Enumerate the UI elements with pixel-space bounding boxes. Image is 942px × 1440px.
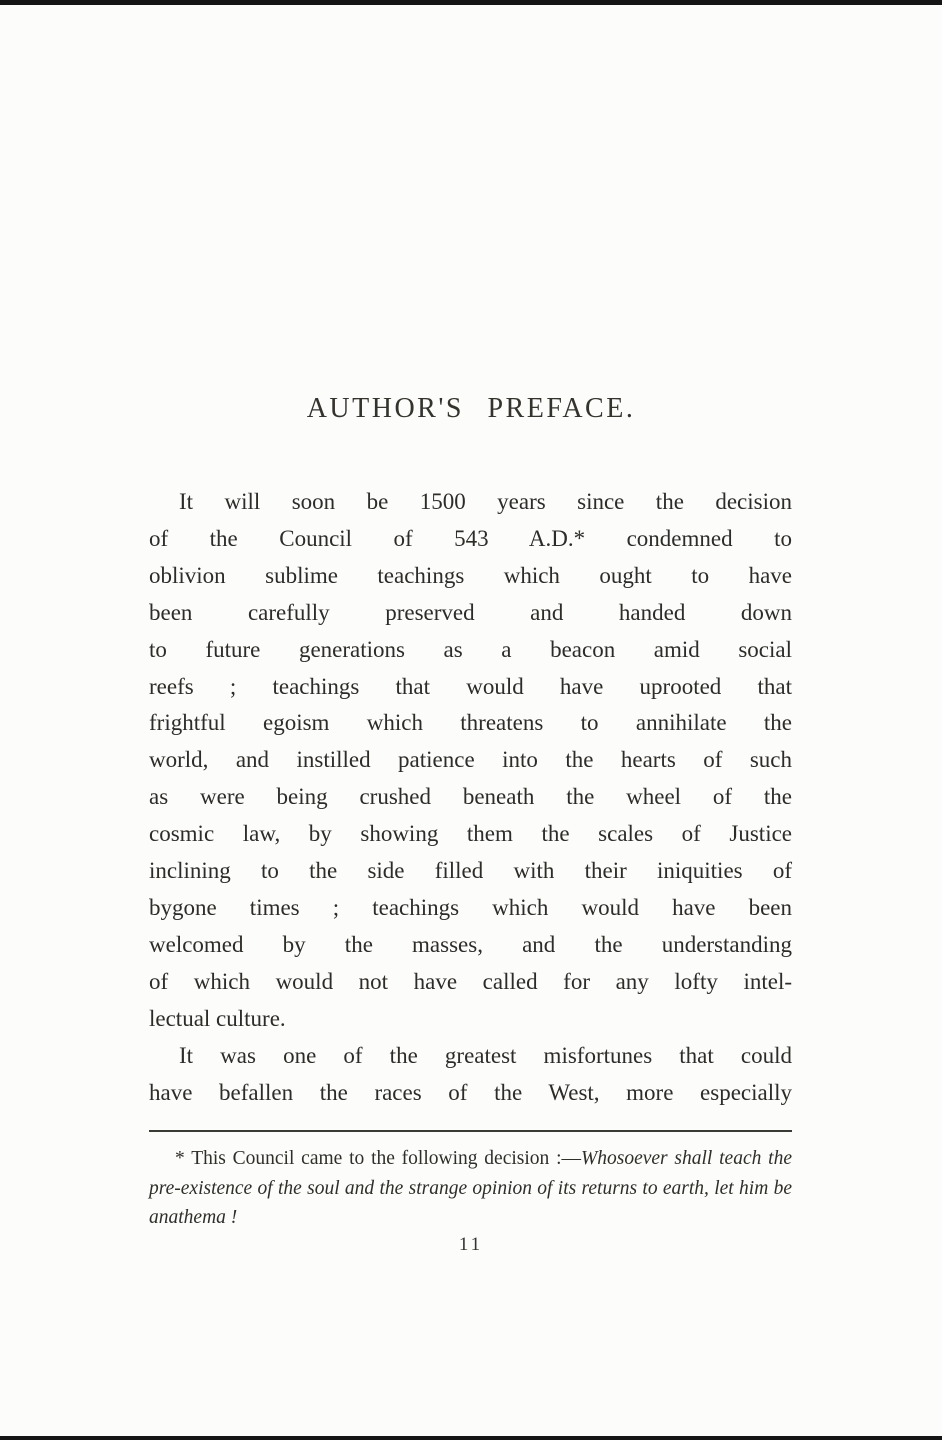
scan-edge-top (0, 0, 942, 5)
footnote-plain-text: * This Council came to the following decision :— (175, 1148, 581, 1169)
text-line: reefs ; teachings that would have uprooted that (149, 673, 792, 699)
footnote (149, 1144, 792, 1233)
text-line: to future generations as a beacon amid social (149, 636, 792, 662)
text-line: frightful egoism which threatens to annihilate the (149, 710, 792, 736)
text-line: inclining to the side filled with their iniquities of (149, 858, 792, 884)
text-line: of the Council of 543 A.D.* condemned to (149, 525, 792, 551)
text-line: as were being crushed beneath the wheel of the (149, 784, 792, 810)
footnote-rule (149, 1130, 792, 1132)
text-line: lectual culture. (149, 1005, 286, 1031)
text-line: bygone times ; teachings which would have been (149, 894, 792, 920)
body-text (149, 484, 792, 1111)
text-line: been carefully preserved and handed down (149, 599, 792, 625)
text-line: of which would not have called for any lofty intel- (149, 968, 792, 994)
page-title: AUTHOR'S PREFACE. (306, 393, 636, 424)
text-line: It was one of the greatest misfortunes that could (179, 1042, 792, 1068)
text-line: cosmic law, by showing them the scales of Justice (149, 821, 792, 847)
footnote-italic-text: Whosoever shall teach the pre-existence of the soul and the strange opinion of its returns to earth, let him be anathema ! (149, 1148, 792, 1229)
text-line: It will soon be 1500 years since the decision (179, 489, 792, 514)
text-line: oblivion sublime teachings which ought to have (149, 562, 792, 588)
page-number: 11 (458, 1234, 484, 1255)
scan-edge-bottom (0, 1436, 942, 1440)
text-line: welcomed by the masses, and the understanding (149, 931, 792, 957)
text-line: have befallen the races of the West, more especially (149, 1079, 792, 1105)
text-line: world, and instilled patience into the hearts of such (149, 747, 792, 773)
